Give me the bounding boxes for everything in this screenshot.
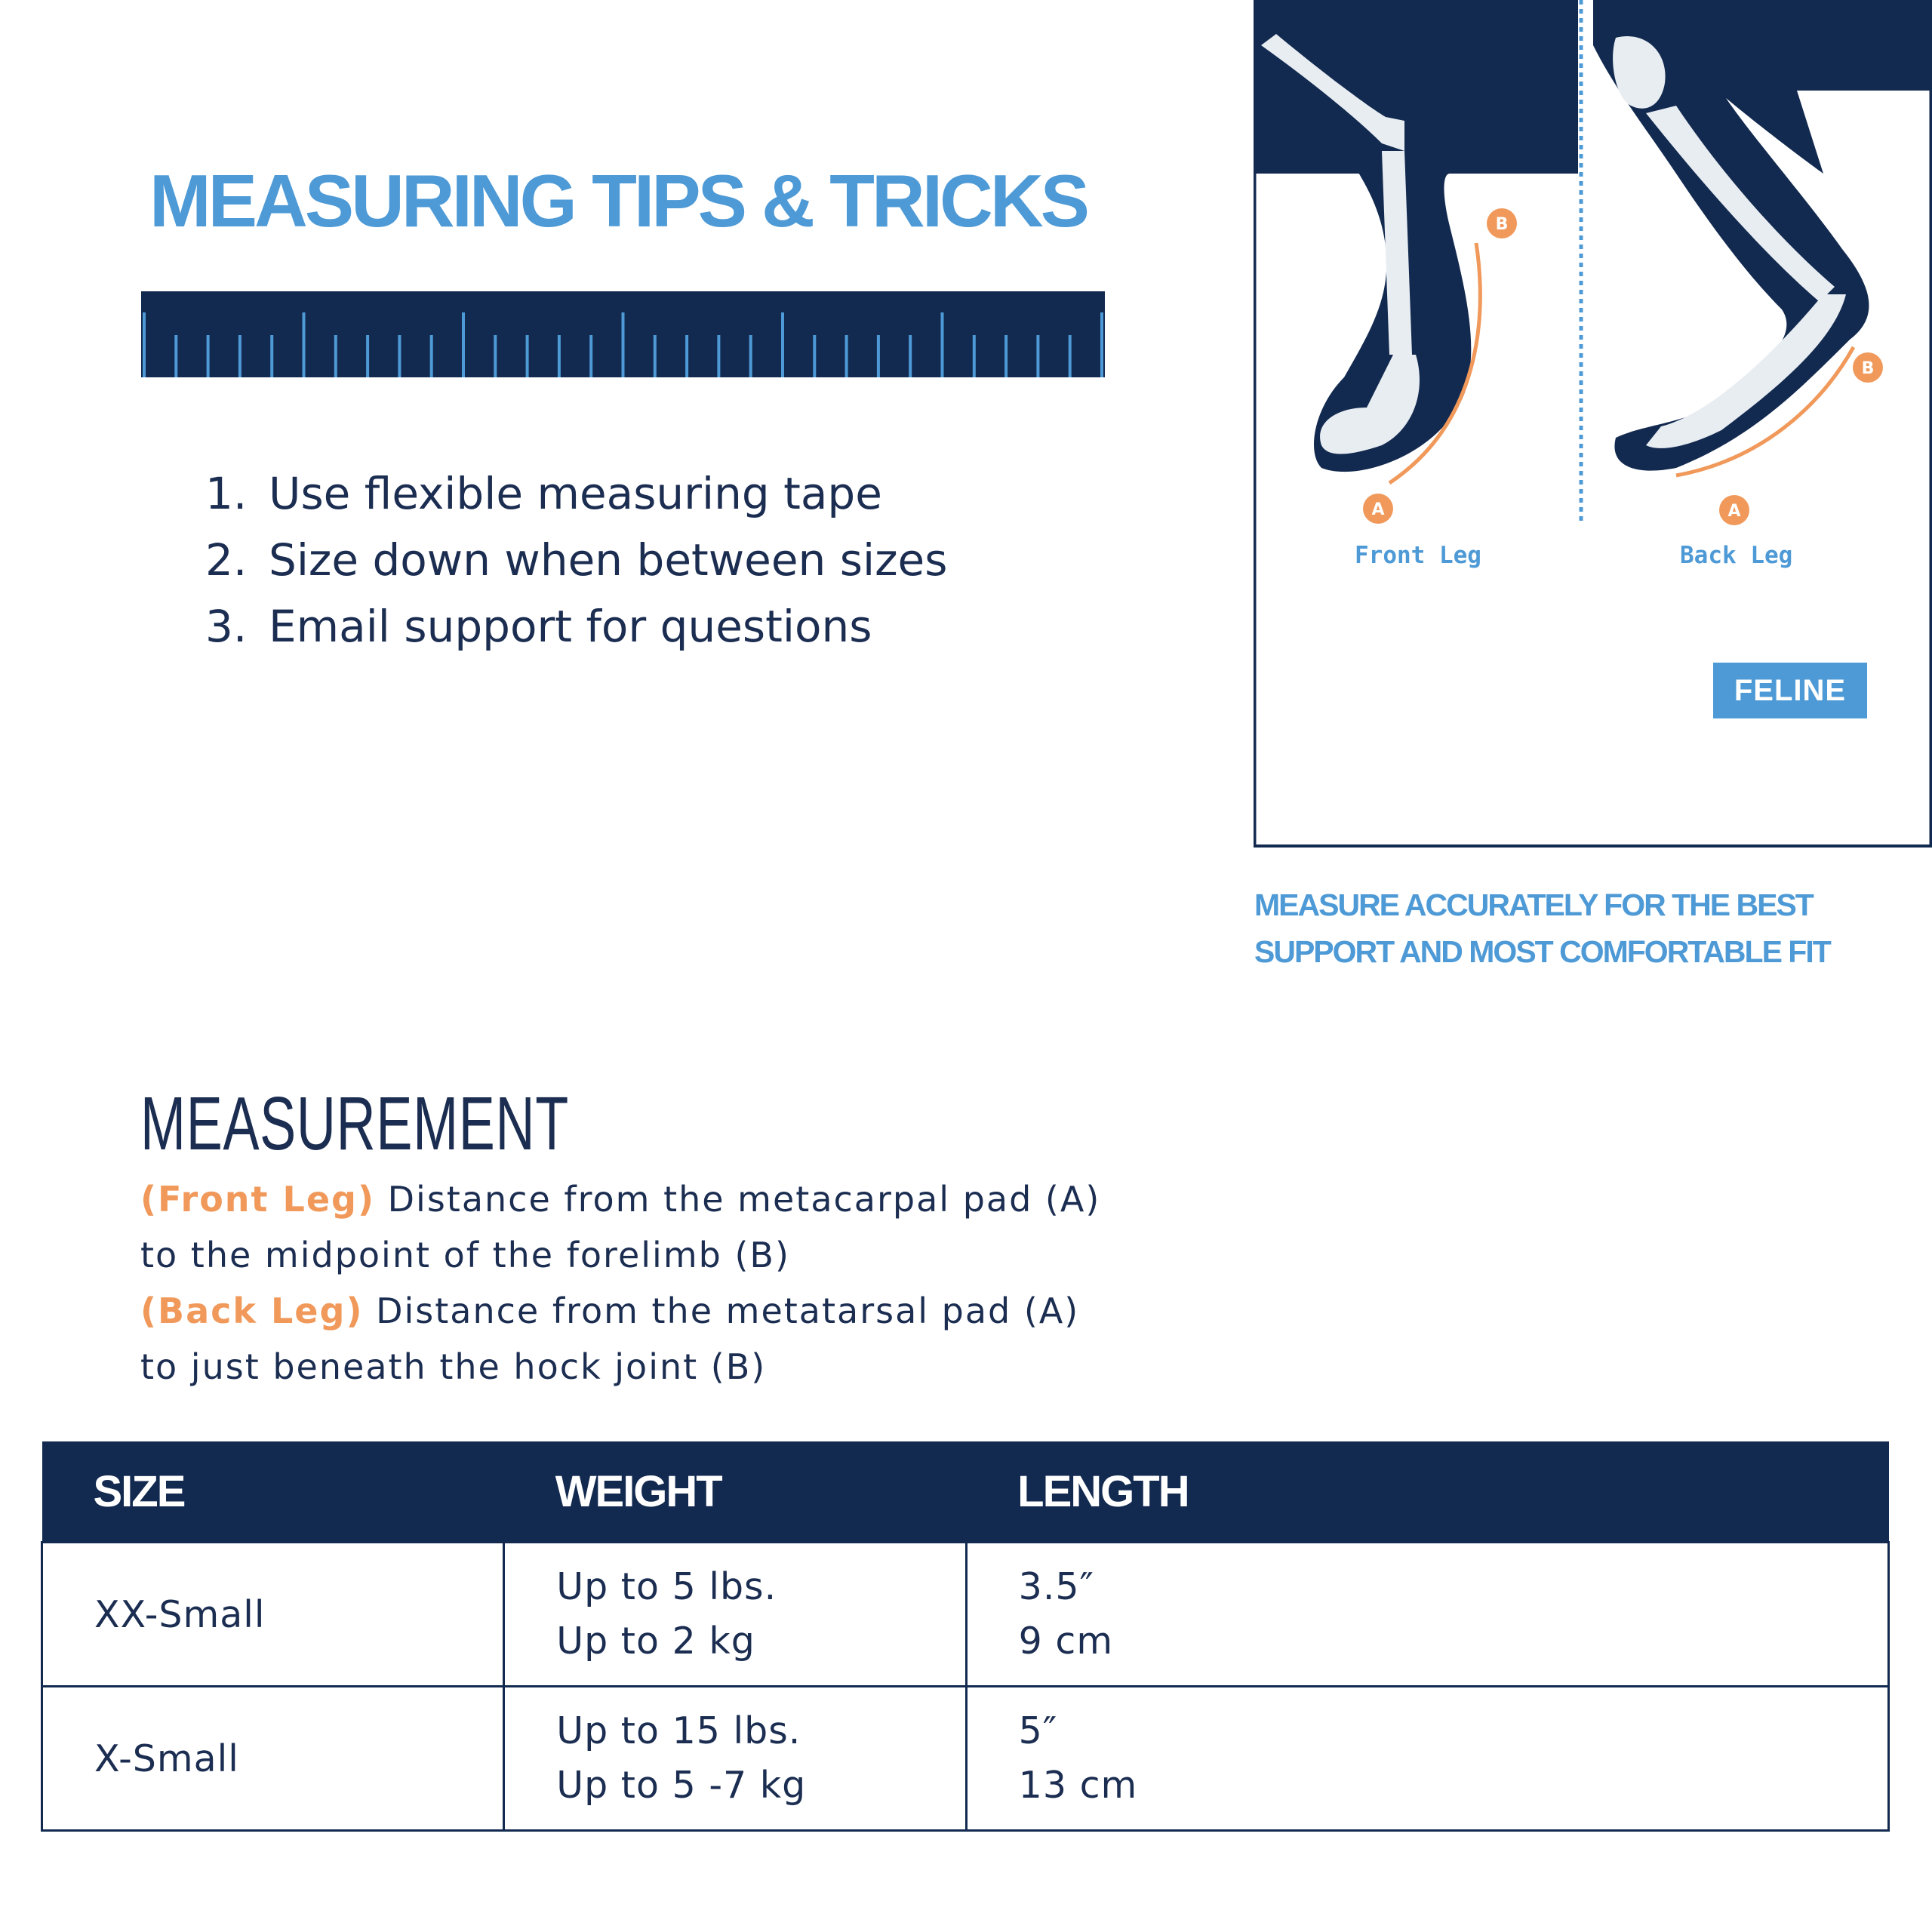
- size-cell: XX-Small: [42, 1543, 504, 1687]
- tips-list: [205, 460, 947, 660]
- leg-diagram: [1254, 0, 1932, 848]
- table-header-row: [42, 1441, 1889, 1543]
- front-leg-label: Front Leg: [1355, 542, 1481, 569]
- header-weight: WEIGHT: [504, 1441, 966, 1543]
- measurement-heading: MEASUREMENT: [140, 1081, 569, 1166]
- table-row: [42, 1687, 1889, 1831]
- svg-text:B: B: [1861, 359, 1875, 378]
- feline-badge: FELINE: [1713, 663, 1867, 718]
- tip-item: 2. Size down when between sizes: [205, 534, 948, 586]
- svg-text:B: B: [1495, 215, 1509, 234]
- header-size: SIZE: [42, 1441, 504, 1543]
- svg-text:A: A: [1727, 502, 1741, 521]
- table-row: [42, 1543, 1889, 1687]
- weight-cell: Up to 15 lbs. Up to 5 -7 kg: [504, 1687, 966, 1831]
- back-leg-tag: (Back Leg): [140, 1291, 364, 1331]
- svg-text:A: A: [1371, 500, 1385, 519]
- tagline: MEASURE ACCURATELY FOR THE BEST SUPPORT AND MOST COMFORTABLE FIT: [1254, 888, 1830, 969]
- length-cell: 3.5″ 9 cm: [966, 1543, 1888, 1687]
- size-cell: X-Small: [42, 1687, 504, 1831]
- measurement-description: (Front Leg) Distance from the metacarpal pad (A) to the midpoint of the forelimb (B) (Back Leg) Distance from the metatarsal pad (A) to just beneath the hock joint (B): [140, 1179, 1101, 1387]
- tip-item: 3. Email support for questions: [205, 601, 872, 652]
- back-leg-label: Back Leg: [1680, 542, 1793, 569]
- ruler-graphic: [141, 291, 1105, 377]
- length-cell: 5″ 13 cm: [966, 1687, 1888, 1831]
- front-leg-tag: (Front Leg): [140, 1179, 376, 1220]
- page-title: MEASURING TIPS & TRICKS: [149, 159, 1087, 242]
- tip-item: 1. Use flexible measuring tape: [205, 468, 882, 519]
- size-chart-table: [41, 1441, 1890, 1832]
- weight-cell: Up to 5 lbs. Up to 2 kg: [504, 1543, 966, 1687]
- header-length: LENGTH: [966, 1441, 1888, 1543]
